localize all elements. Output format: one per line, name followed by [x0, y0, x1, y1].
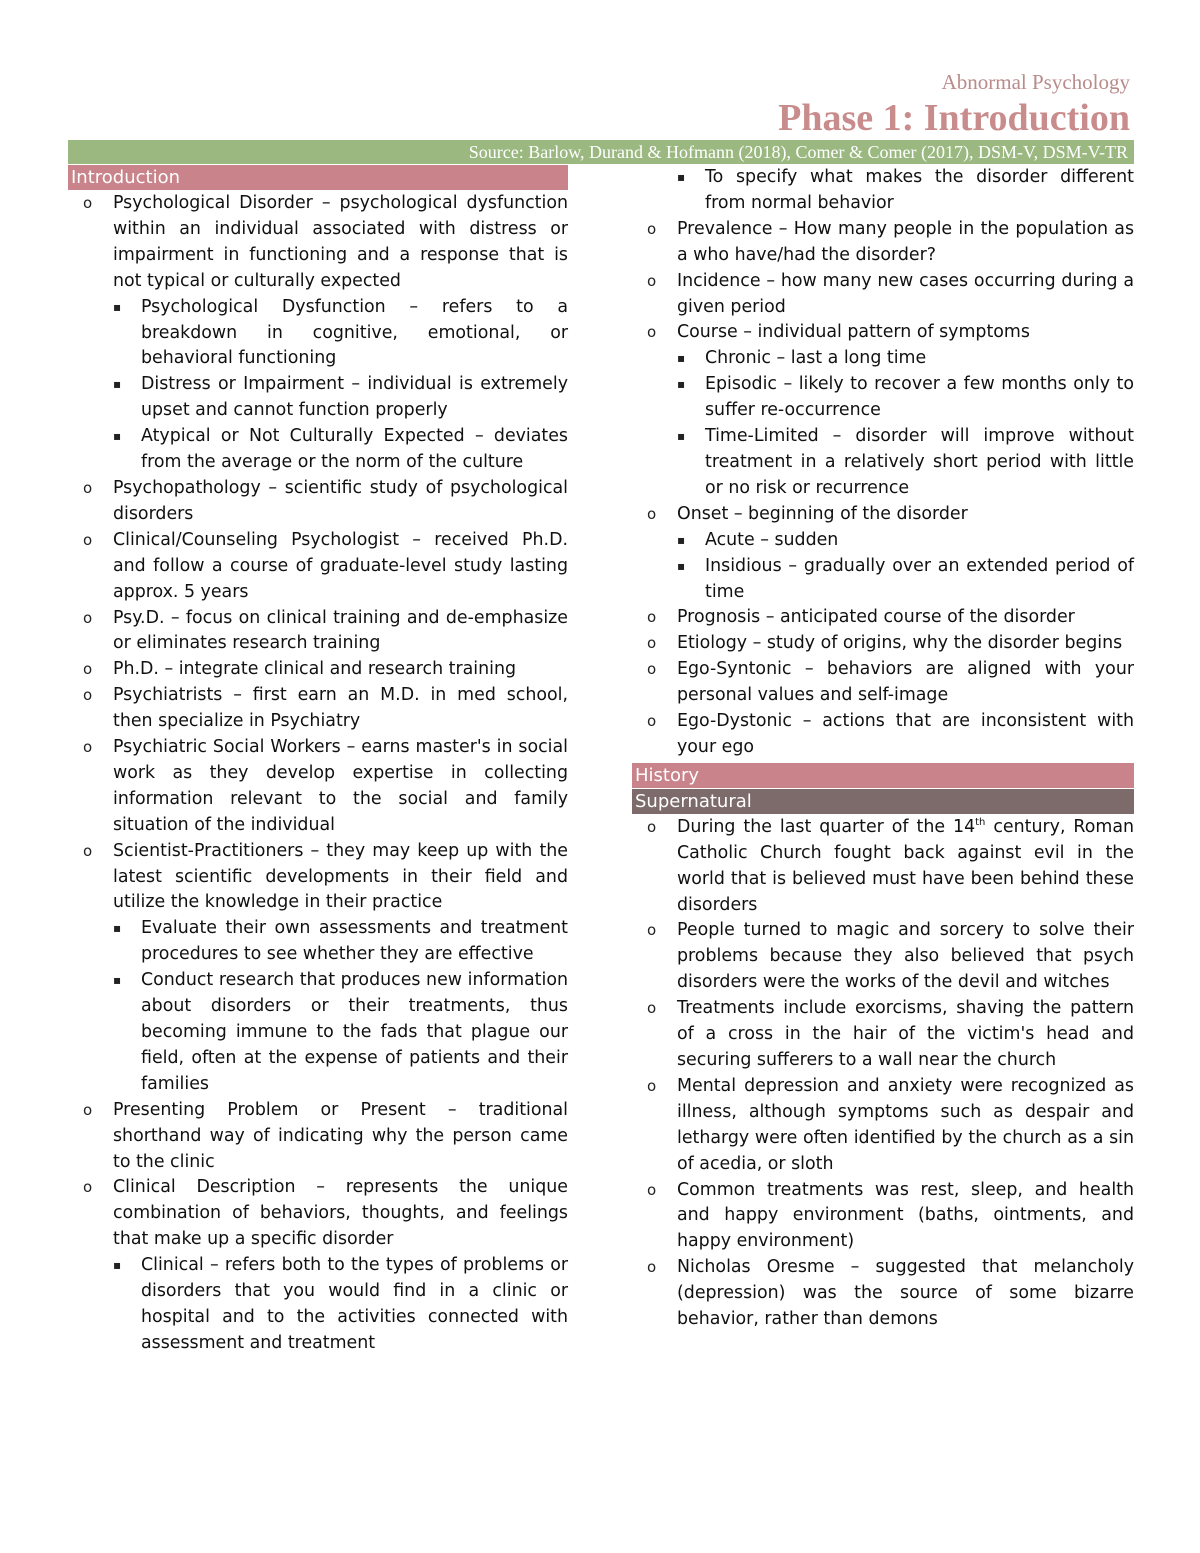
list-item: ▪ Chronic – last a long time: [632, 346, 1134, 372]
circle-bullet-icon: o: [647, 271, 657, 290]
list-item: o Presenting Problem or Present – traditional shorthand way of indicating why the person came to the clinic: [83, 1099, 568, 1172]
square-bullet-icon: ▪: [677, 377, 686, 392]
page-title: Phase 1: Introduction: [778, 97, 1130, 139]
list-item: ▪ Insidious – gradually over an extended period of time: [677, 555, 1134, 602]
circle-bullet-icon: o: [83, 660, 93, 679]
section-supernatural: Supernatural: [632, 789, 1134, 814]
list-item: o Etiology – study of origins, why the disorder begins: [632, 631, 1134, 657]
list-item: o Course – individual pattern of symptoms: [632, 320, 1134, 346]
left-column: [68, 165, 568, 1357]
list-item: o Psychiatrists – first earn an M.D. in med school, then specialize in Psychiatry: [83, 685, 568, 732]
circle-bullet-icon: o: [647, 817, 657, 836]
circle-bullet-icon: o: [647, 323, 657, 342]
list-item: ▪ Psychological Dysfunction – refers to a breakdown in cognitive, emotional, or behavioral functioning: [113, 296, 568, 369]
circle-bullet-icon: o: [83, 194, 93, 212]
list-item: o Ego-Dystonic – actions that are inconsistent with your ego: [647, 711, 1134, 757]
square-bullet-icon: ▪: [677, 558, 686, 573]
section-history: History: [632, 763, 1134, 788]
list-item: o Nicholas Oresme – suggested that melancholy (depression) was the source of some bizarre behavior, rather than demons: [647, 1257, 1134, 1330]
circle-bullet-icon: o: [647, 1258, 657, 1277]
list-item: ▪ Atypical or Not Culturally Expected – deviates from the average or the norm of the culture: [113, 426, 568, 473]
list-item: o Mental depression and anxiety were recognized as illness, although symptoms such as despair and lethargy were often identified by the church as a sin of acedia, or sloth: [647, 1075, 1134, 1174]
list-item: o Common treatments was rest, sleep, and health and happy environment (baths, ointments, and happy environment): [647, 1179, 1134, 1252]
list-item: o Treatments include exorcisms, shaving the pattern of a cross in the hair of the victim's head and securing sufferers to a wall near the church: [647, 998, 1134, 1070]
circle-bullet-icon: o: [647, 1076, 657, 1095]
list-item: o Psychopathology – scientific study of psychological disorders: [83, 477, 568, 524]
circle-bullet-icon: o: [647, 1180, 657, 1199]
square-bullet-icon: ▪: [113, 299, 122, 314]
list-item: o Clinical/Counseling Psychologist – received Ph.D. and follow a course of graduate-level study lasting approx. 5 years: [83, 529, 568, 602]
list-item: o Incidence – how many new cases occurring during a given period: [647, 270, 1134, 317]
circle-bullet-icon: o: [647, 219, 657, 238]
list-item: o People turned to magic and sorcery to solve their problems because they also believed that psych disorders were the works of the devil and witches: [647, 920, 1134, 993]
circle-bullet-icon: o: [83, 478, 93, 497]
square-bullet-icon: ▪: [677, 170, 686, 184]
list-item: o Scientist-Practitioners – they may keep up with the latest scientific developments in their field and utilize the knowledge in their practice: [83, 840, 568, 913]
source-bar: Source: Barlow, Durand & Hofmann (2018), Comer & Comer (2017), DSM-V, DSM-V-TR: [68, 140, 1134, 164]
list-item: o Ego-Syntonic – behaviors are aligned with your personal values and self-image: [647, 659, 1134, 706]
circle-bullet-icon: o: [647, 504, 657, 523]
circle-bullet-icon: o: [647, 999, 657, 1018]
circle-bullet-icon: o: [647, 634, 657, 653]
circle-bullet-icon: o: [83, 1178, 93, 1197]
square-bullet-icon: ▪: [113, 1258, 122, 1273]
square-bullet-icon: ▪: [677, 532, 686, 547]
square-bullet-icon: ▪: [677, 429, 686, 444]
list-item: o Prevalence – How many people in the population as a who have/had the disorder?: [647, 218, 1134, 265]
circle-bullet-icon: o: [83, 1100, 93, 1119]
right-column: [632, 165, 1134, 1333]
square-bullet-icon: ▪: [677, 351, 686, 366]
list-item: o Onset – beginning of the disorder: [632, 502, 1134, 528]
circle-bullet-icon: o: [83, 841, 93, 860]
section-introduction: Introduction: [68, 165, 568, 190]
circle-bullet-icon: o: [83, 686, 93, 705]
list-item: o Psychiatric Social Workers – earns master's in social work as they develop expertise in collecting information relevant to the social and family situation of the individual: [83, 737, 568, 835]
square-bullet-icon: ▪: [113, 377, 122, 392]
circle-bullet-icon: o: [647, 660, 657, 679]
square-bullet-icon: ▪: [113, 429, 122, 444]
list-item: ▪ To specify what makes the disorder different from normal behavior: [677, 167, 1134, 213]
list-item: ▪ Evaluate their own assessments and treatment procedures to see whether they are effective: [113, 918, 568, 965]
list-item: o Ph.D. – integrate clinical and research training: [68, 657, 568, 683]
square-bullet-icon: ▪: [113, 973, 122, 988]
list-item: o Psy.D. – focus on clinical training and de-emphasize or eliminates research training: [83, 607, 568, 654]
list-item: ▪ Conduct research that produces new information about disorders or their treatments, thus becoming immune to the fads that plague our field, often at the expense of patients and their families: [113, 970, 568, 1094]
circle-bullet-icon: o: [647, 608, 657, 627]
subject-heading: Abnormal Psychology: [941, 70, 1130, 94]
list-item: o Psychological Disorder – psychological dysfunction within an individual associated with distress or impairment in functioning and a response that is not typical or culturally expected: [83, 193, 568, 291]
list-item: o During the last quarter of the 14th century, Roman Catholic Church fought back against evil in the world that is believed must have been behind these disorders: [647, 816, 1134, 915]
list-item: o Prognosis – anticipated course of the disorder: [632, 605, 1134, 631]
circle-bullet-icon: o: [647, 712, 657, 731]
list-item: ▪ Clinical – refers both to the types of problems or disorders that you would find in a clinic or hospital and to the activities connected with assessment and treatment: [113, 1255, 568, 1353]
list-item: ▪ Time-Limited – disorder will improve without treatment in a relatively short period with little or no risk or recurrence: [677, 426, 1134, 498]
list-item: o Clinical Description – represents the unique combination of behaviors, thoughts, and feelings that make up a specific disorder: [83, 1177, 568, 1250]
square-bullet-icon: ▪: [113, 921, 122, 936]
list-item: ▪ Episodic – likely to recover a few months only to suffer re-occurrence: [677, 374, 1134, 421]
circle-bullet-icon: o: [83, 738, 93, 757]
list-item: ▪ Distress or Impairment – individual is extremely upset and cannot function properly: [113, 374, 568, 421]
circle-bullet-icon: o: [83, 530, 93, 549]
list-item: ▪ Acute – sudden: [632, 528, 1134, 554]
circle-bullet-icon: o: [647, 921, 657, 940]
circle-bullet-icon: o: [83, 608, 93, 627]
